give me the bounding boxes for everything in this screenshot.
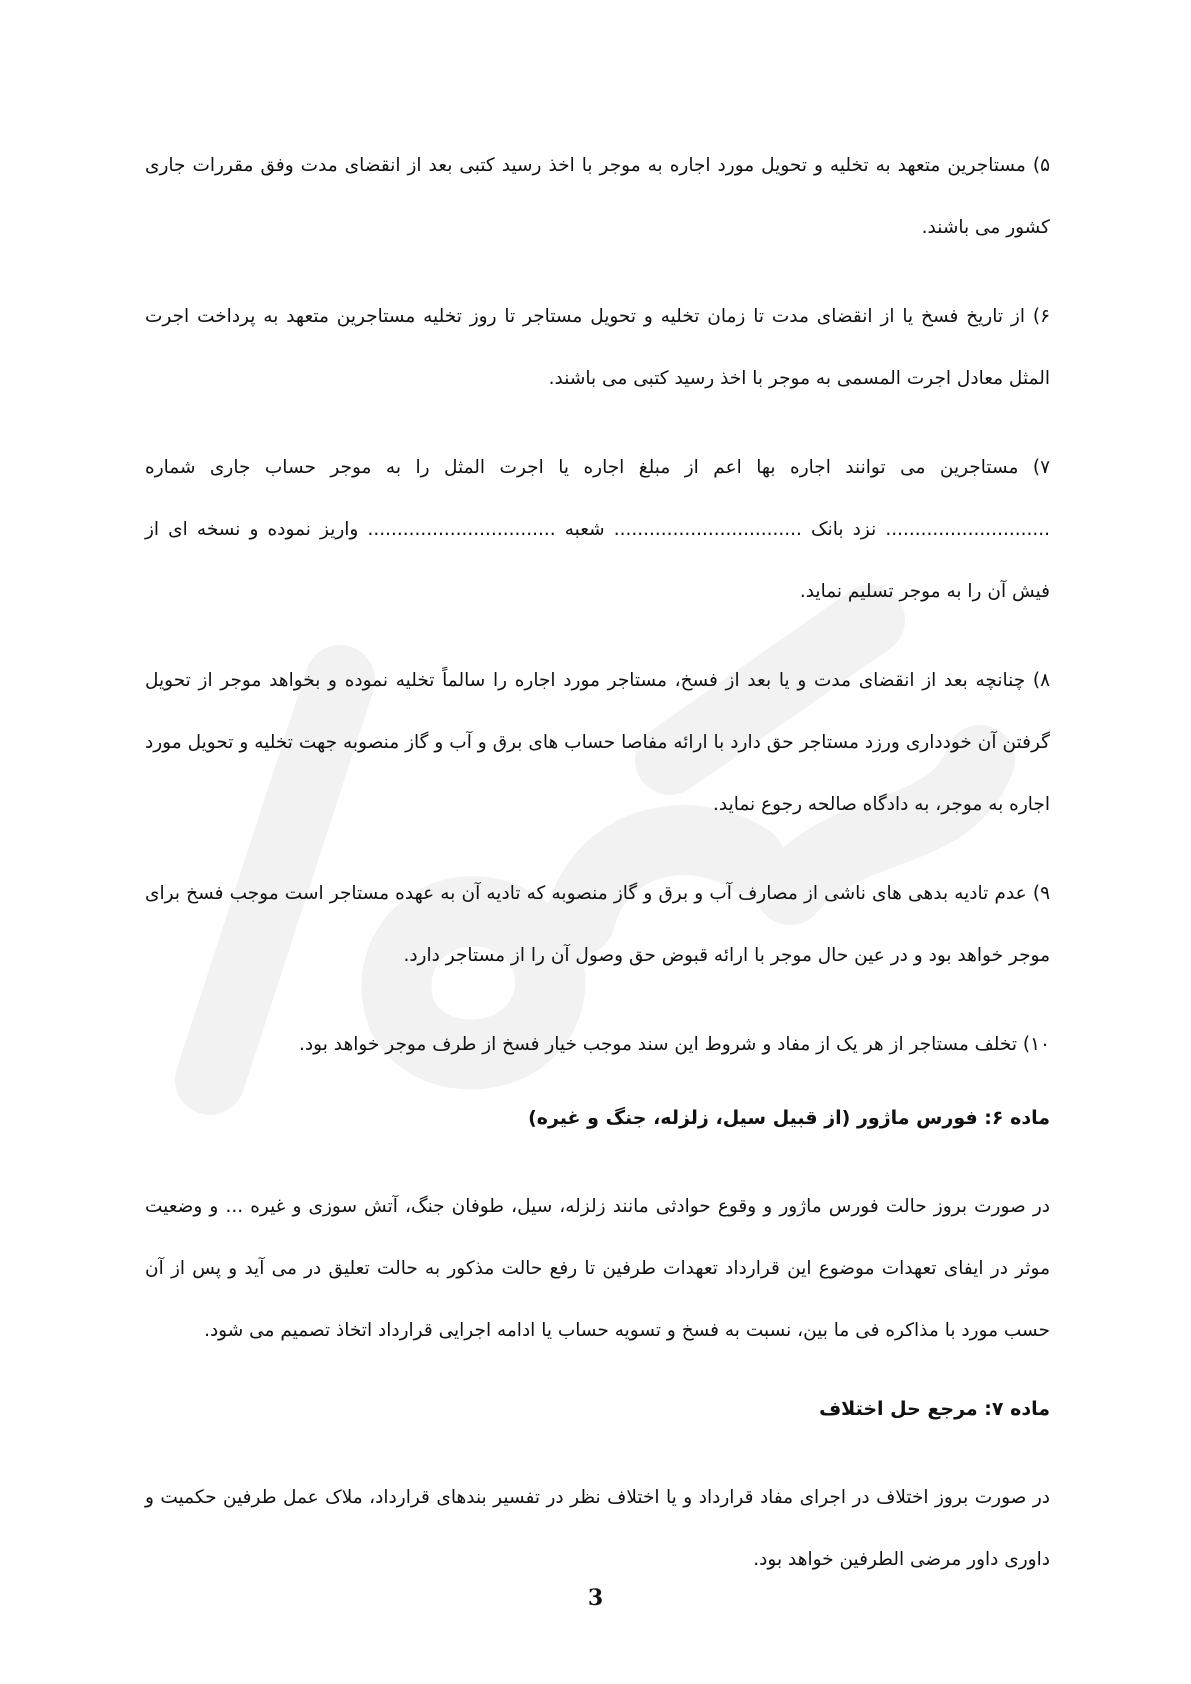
clause-10: ۱۰) تخلف مستاجر از هر یک از مفاد و شروط این سند موجب خیار فسخ از طرف موجر خواهد بود.	[299, 1034, 1050, 1055]
clause-5: ۵) مستاجرین متعهد به تخلیه و تحویل مورد اجاره به موجر با اخذ رسید کتبی بعد از انقضای مدت وفق مقررات جاری کشور می باشند.	[145, 155, 1050, 238]
clause-9: ۹) عدم تادیه بدهی های ناشی از مصارف آب و برق و گاز منصوبه که تادیه آن به عهده مستاجر است موجب فسخ برای موجر خواهد بود و در عین حال موجر با ارائه قبوض حق وصول آن را از مستاجر دارد.	[145, 883, 1050, 966]
article-7-heading: ماده ۷: مرجع حل اختلاف	[819, 1398, 1050, 1420]
article-6-body: در صورت بروز حالت فورس ماژور و وقوع حوادثی مانند زلزله، سیل، طوفان جنگ، آتش سوزی و غیره ... و وضعیت موثر در ایفای تعهدات موضوع این قرارداد تعهدات طرفین تا رفع حالت مذکور به حالت تعلیق در می آید و پس از آن حسب مورد با مذاکره فی ما بین، نسبت به فسخ و تسویه حساب یا ادامه اجرایی قرارداد اتخاذ تصمیم می شود.	[145, 1196, 1050, 1341]
clause-7: ۷) مستاجرین می توانند اجاره بها اعم از مبلغ اجاره یا اجرت المثل را به موجر حساب جاری شماره ............................ نزد بانک ................................ شعبه ................................ واریز نموده و نسخه ای از فیش آن را به موجر تسلیم نماید.	[145, 457, 1050, 602]
clause-8: ۸) چنانچه بعد از انقضای مدت و یا بعد از فسخ، مستاجر مورد اجاره را سالماً تخلیه نموده و بخواهد موجر از تحویل گرفتن آن خودداری ورزد مستاجر حق دارد با ارائه مفاصا حساب های برق و آب و گاز منصوبه جهت تخلیه و تحویل مورد اجاره به موجر، به دادگاه صالحه رجوع نماید.	[145, 670, 1050, 815]
article-7-body: در صورت بروز اختلاف در اجرای مفاد قرارداد و یا اختلاف نظر در تفسیر بندهای قرارداد، ملاک عمل طرفین حکمیت و داوری داور مرضی الطرفین خواهد بود.	[145, 1487, 1050, 1570]
document-body	[145, 135, 1050, 1618]
clause-6: ۶) از تاریخ فسخ یا از انقضای مدت تا زمان تخلیه و تحویل مستاجر تا روز تخلیه مستاجرین متعهد به پرداخت اجرت المثل معادل اجرت المسمی به موجر با اخذ رسید کتبی می باشند.	[145, 306, 1050, 389]
article-6-heading: ماده ۶: فورس ماژور (از قبیل سیل، زلزله، جنگ و غیره)	[528, 1107, 1050, 1129]
page-number: 3	[587, 1585, 604, 1611]
